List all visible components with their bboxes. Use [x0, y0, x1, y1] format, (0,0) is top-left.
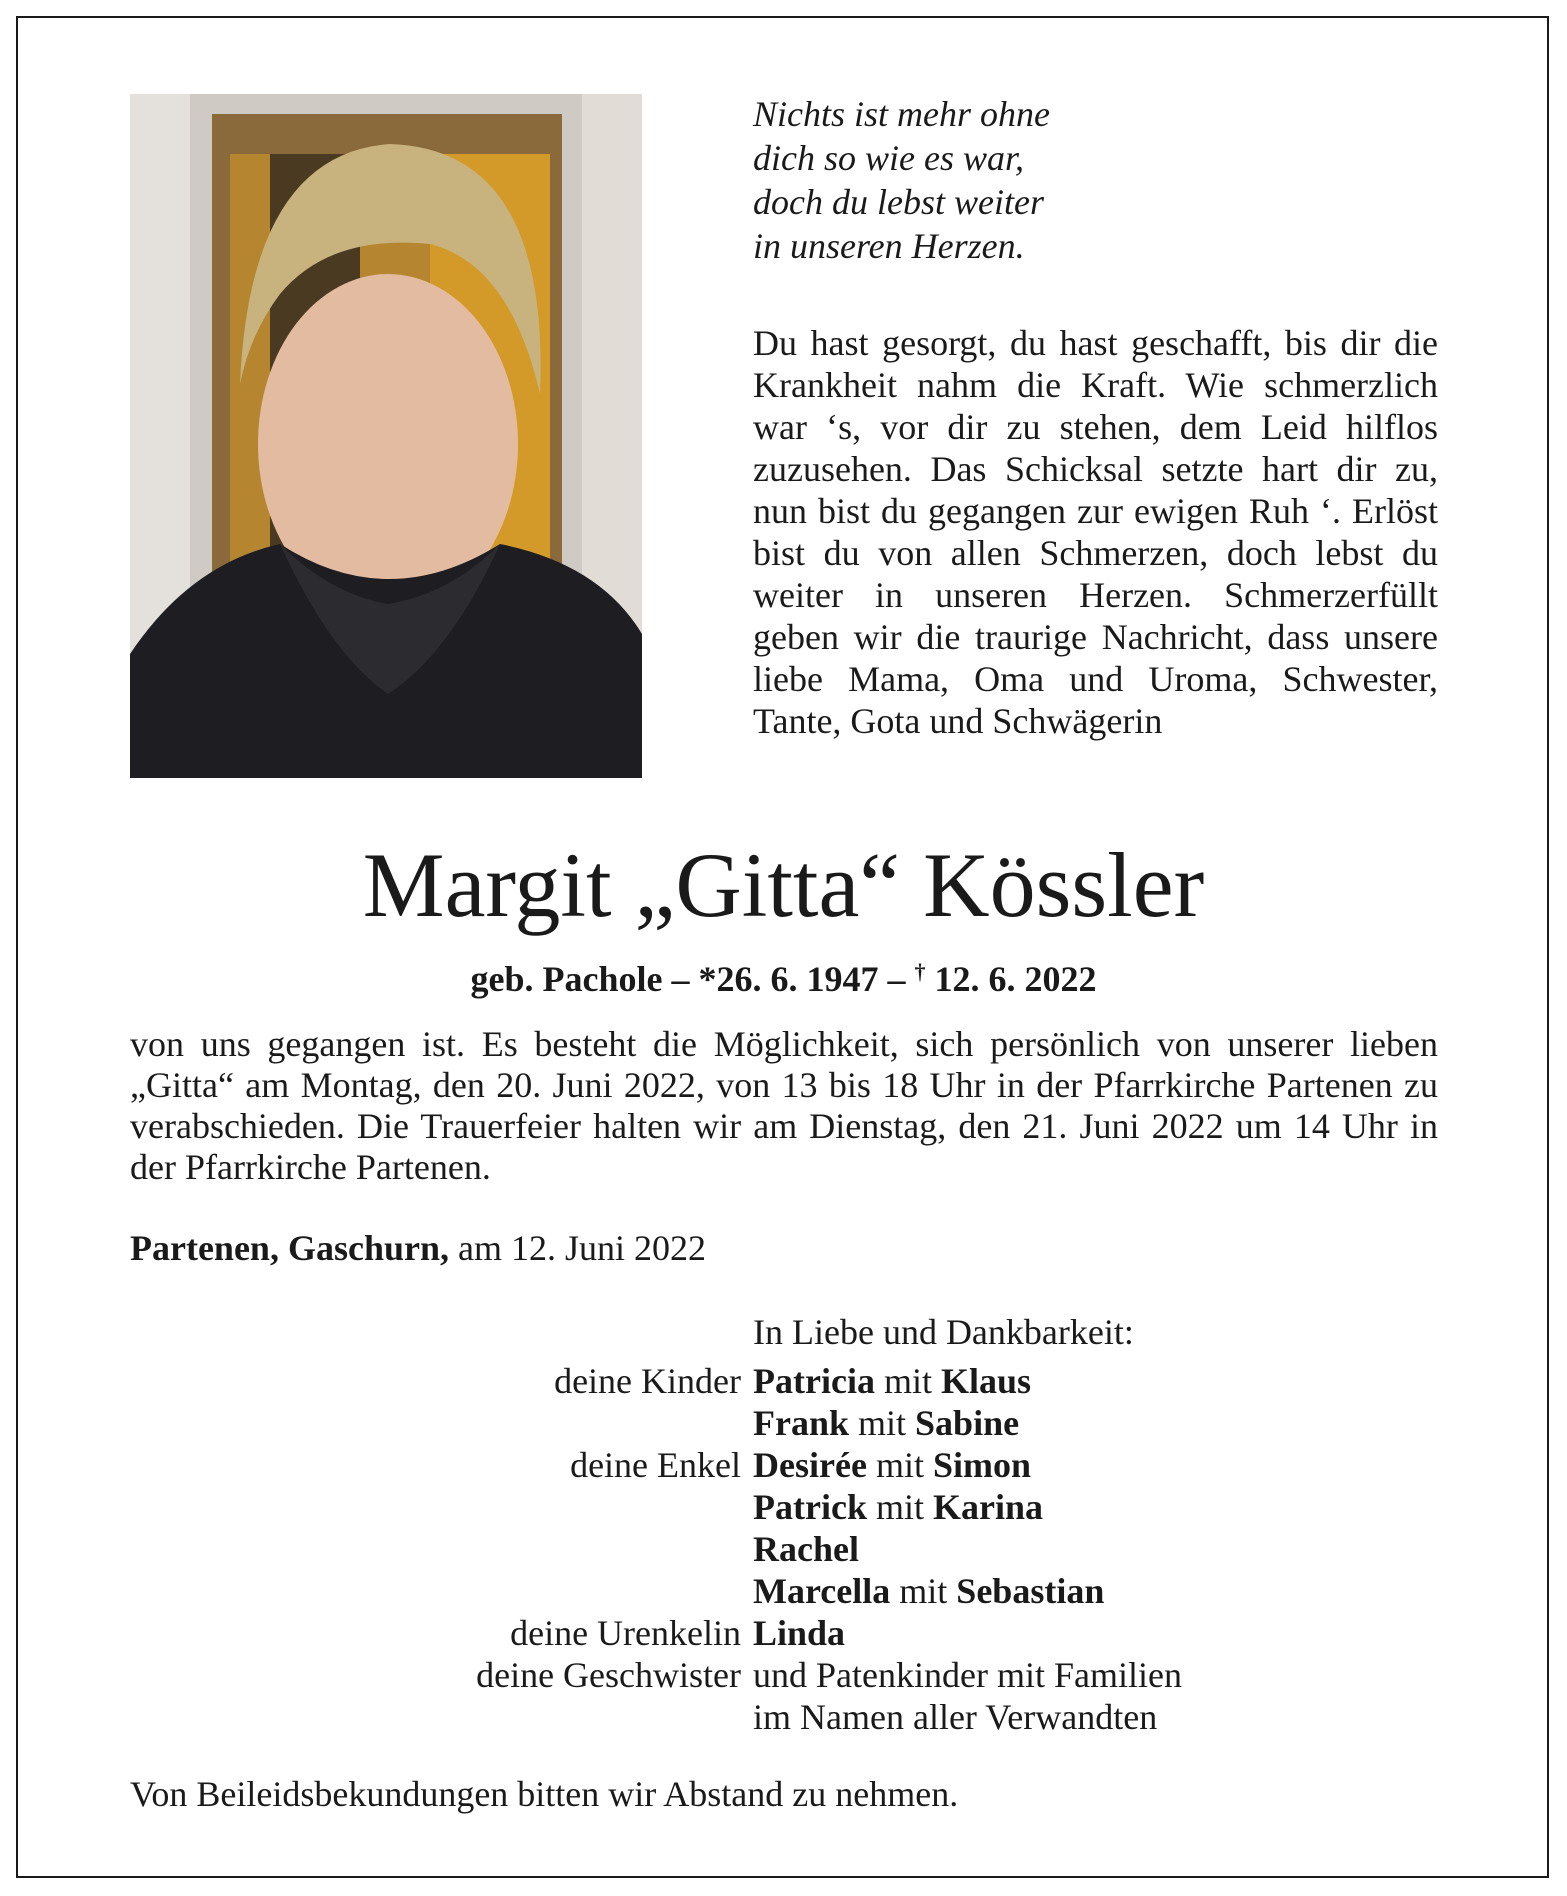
with-word: mit: [875, 1445, 924, 1485]
person-name: Simon: [932, 1445, 1031, 1485]
intro-paragraph: Du hast gesorgt, du hast geschafft, bis dir die Krankheit nahm die Kraft. Wie schmerzlich war ‘s, vor dir zu stehen, dem Leid hilflos zuzusehen. Das Schicksal setzte hart dir zu, nun bist du gegangen zur ewigen Ruh ‘. Erlöst bist du von allen Schmerzen, doch lebst du weiter in unseren Herzen. Schmerzerfüllt geben wir die traurige Nachricht, dass unsere liebe Mama, Oma und Uroma, Schwester, Tante, Gota und Schwägerin: [753, 323, 1438, 741]
family-names: [753, 1612, 845, 1654]
with-word: mit: [858, 1403, 907, 1443]
family-names: [753, 1570, 1104, 1612]
person-name: Linda: [753, 1613, 846, 1653]
family-names: im Namen aller Verwandten: [753, 1697, 1158, 1737]
family-list: [0, 1360, 1567, 1738]
signoff: In Liebe und Dankbarkeit:: [753, 1312, 1134, 1352]
notice-date: am 12. Juni 2022: [458, 1228, 706, 1268]
poem-line: dich so wie es war,: [753, 138, 1025, 178]
family-row: [0, 1444, 1567, 1486]
family-names: [753, 1360, 1031, 1402]
deceased-name: Margit „Gitta“ Kössler: [362, 834, 1205, 936]
body-paragraph: von uns gegangen ist. Es besteht die Möglichkeit, sich persönlich von unserer lieben „Gitta“ am Montag, den 20. Juni 2022, von 13 bis 18 Uhr in der Pfarrkirche Partenen zu verabschieden. Die Trauerfeier halten wir am Dienstag, den 21. Juni 2022 um 14 Uhr in der Pfarrkirche Partenen.: [130, 1024, 1438, 1187]
family-names: und Patenkinder mit Familien: [753, 1655, 1182, 1695]
person-name: Patricia: [753, 1361, 875, 1401]
person-name: Sebastian: [956, 1571, 1105, 1611]
birth-date: 26. 6. 1947: [716, 959, 879, 999]
with-word: mit: [899, 1571, 948, 1611]
closing-note: Von Beileidsbekundungen bitten wir Abstand zu nehmen.: [130, 1774, 959, 1814]
place-name: Partenen, Gaschurn,: [130, 1228, 449, 1268]
portrait-photo: [130, 94, 642, 778]
family-label: deine Geschwister: [476, 1655, 741, 1695]
poem: [753, 92, 1453, 268]
person-name: Desirée: [753, 1445, 867, 1485]
family-row: [0, 1570, 1567, 1612]
family-row: [0, 1654, 1567, 1696]
family-row: [0, 1402, 1567, 1444]
death-date: 12. 6. 2022: [934, 959, 1097, 999]
person-name: Klaus: [940, 1361, 1032, 1401]
family-names: [753, 1486, 1043, 1528]
person-name: Karina: [932, 1487, 1043, 1527]
family-label: deine Enkel: [570, 1445, 741, 1485]
poem-line: in unseren Herzen.: [753, 226, 1025, 266]
family-row: [0, 1696, 1567, 1738]
family-names: [753, 1402, 1019, 1444]
person-name: Patrick: [753, 1487, 867, 1527]
place-date-line: [130, 1226, 1130, 1270]
poem-line: Nichts ist mehr ohne: [753, 94, 1050, 134]
family-row: [0, 1528, 1567, 1570]
life-dates: geb. Pachole – *26. 6. 1947 – † 12. 6. 2022: [470, 959, 1097, 999]
family-names: [753, 1444, 1031, 1486]
family-names: [753, 1528, 859, 1570]
person-name: Frank: [753, 1403, 850, 1443]
poem-line: doch du lebst weiter: [753, 182, 1044, 222]
family-label: deine Urenkelin: [510, 1613, 741, 1653]
with-word: mit: [883, 1361, 932, 1401]
person-name: Sabine: [915, 1403, 1020, 1443]
with-word: mit: [875, 1487, 924, 1527]
family-label: deine Kinder: [554, 1361, 741, 1401]
family-row: [0, 1360, 1567, 1402]
person-name: Marcella: [753, 1571, 891, 1611]
family-row: [0, 1612, 1567, 1654]
maiden-name: geb. Pachole: [470, 959, 663, 999]
person-name: Rachel: [753, 1529, 859, 1569]
family-row: [0, 1486, 1567, 1528]
